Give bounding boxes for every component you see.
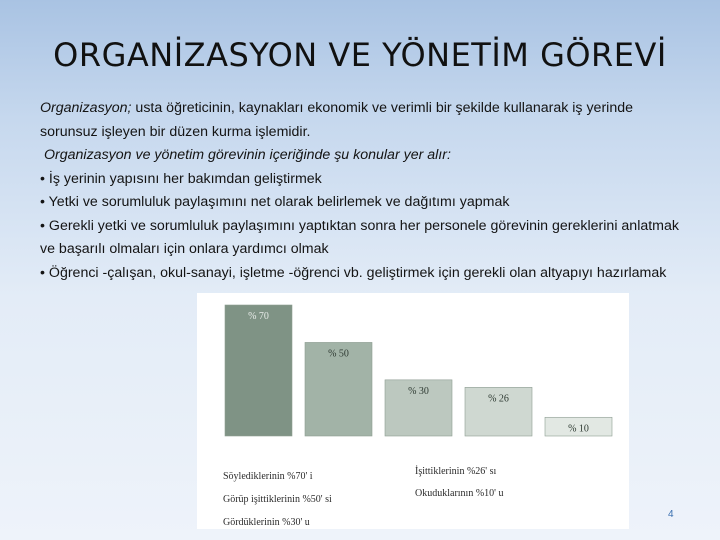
bar-value-label: % 26 — [488, 393, 509, 405]
page-number: 4 — [668, 509, 674, 520]
bar-value-label: % 50 — [328, 348, 349, 360]
slide-body — [40, 97, 680, 285]
legend-entry: Söylediklerinin %70' i — [223, 471, 313, 482]
legend-entry: İşittiklerinin %26' sı — [415, 466, 497, 477]
legend-entry: Görüp işittiklerinin %50' si — [223, 494, 332, 505]
slide-title: ORGANİZASYON VE YÖNETİM GÖREVİ — [53, 36, 667, 74]
learning-retention-figure — [197, 293, 629, 529]
legend-entry: Gördüklerinin %30' u — [223, 517, 310, 528]
legend-entry: Okuduklarının %10' u — [415, 488, 504, 499]
bullet-item: • Öğrenci -çalışan, okul-sanayi, işletme -öğrenci vb. geliştirmek için gerekli olan altyapıyı hazırlamak — [40, 264, 667, 281]
content-heading-text: Organizasyon ve yönetim görevinin içeriğinde şu konular yer alır: — [44, 147, 451, 163]
definition-paragraph — [40, 97, 680, 144]
bar-chart — [197, 293, 629, 529]
bar-value-label: % 70 — [248, 311, 269, 322]
bullet-item: • Yetki ve sorumluluk paylaşımını net olarak belirlemek ve dağıtımı yapmak — [40, 194, 510, 210]
bar-value-label: % 30 — [408, 385, 429, 397]
bar-value-label: % 10 — [568, 423, 589, 435]
definition-text: usta öğreticinin, kaynakları ekonomik ve verimli bir şekilde kullanarak iş yerinde sorunsuz işleyen bir düzen kurma işlemidir. — [40, 100, 633, 140]
bullet-item: • Gerekli yetki ve sorumluluk paylaşımını yaptıktan sonra her personele görevinin gereklerini anlatmak ve başarılı olmaları için onlara yardımcı olmak — [40, 217, 679, 257]
bar-1 — [225, 305, 292, 436]
definition-term: Organizasyon; — [40, 100, 132, 116]
content-heading — [40, 144, 680, 168]
bullet-item: • İş yerinin yapısını her bakımdan geliştirmek — [40, 170, 322, 187]
